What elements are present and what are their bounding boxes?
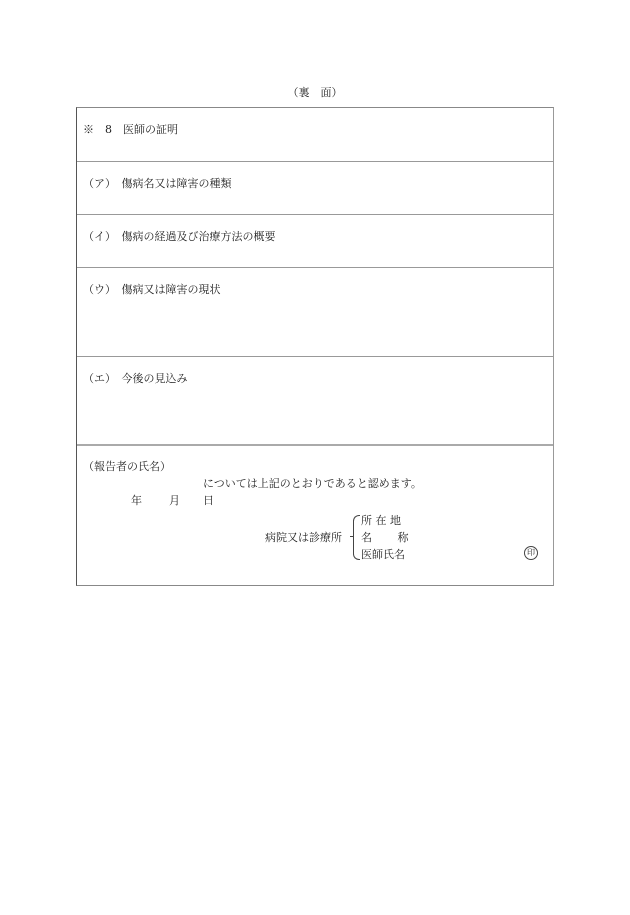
seal-icon: 印 (524, 546, 538, 560)
date-month-label: 月 (169, 494, 180, 507)
treatment-summary-row[interactable] (77, 215, 553, 268)
signature-section (77, 446, 553, 586)
brace-bracket (353, 515, 360, 560)
facility-name-label: 名 称 (361, 531, 409, 544)
reporter-name-label: （報告者の氏名） (83, 460, 171, 473)
address-label: 所 在 地 (361, 514, 401, 527)
date-day-label: 日 (203, 494, 214, 507)
doctor-name-label: 医師氏名 (361, 548, 405, 561)
doctor-certificate-form (76, 107, 554, 586)
brace-point (350, 536, 354, 537)
page-title: （裏 面） (287, 86, 343, 99)
institution-label: 病院又は診療所 (265, 531, 342, 544)
prognosis-label: （エ） 今後の見込み (83, 372, 188, 385)
section-title-row (77, 108, 553, 162)
prognosis-row[interactable] (77, 357, 553, 446)
certification-text: については上記のとおりであると認めます。 (203, 477, 422, 490)
current-condition-row[interactable] (77, 268, 553, 357)
section-title: ※ 8 医師の証明 (83, 123, 178, 136)
current-condition-label: （ウ） 傷病又は障害の現状 (83, 283, 221, 296)
injury-type-label: （ア） 傷病名又は障害の種類 (83, 177, 232, 190)
injury-type-row[interactable] (77, 162, 553, 215)
date-year-label: 年 (131, 494, 142, 507)
treatment-summary-label: （イ） 傷病の経過及び治療方法の概要 (83, 230, 276, 243)
